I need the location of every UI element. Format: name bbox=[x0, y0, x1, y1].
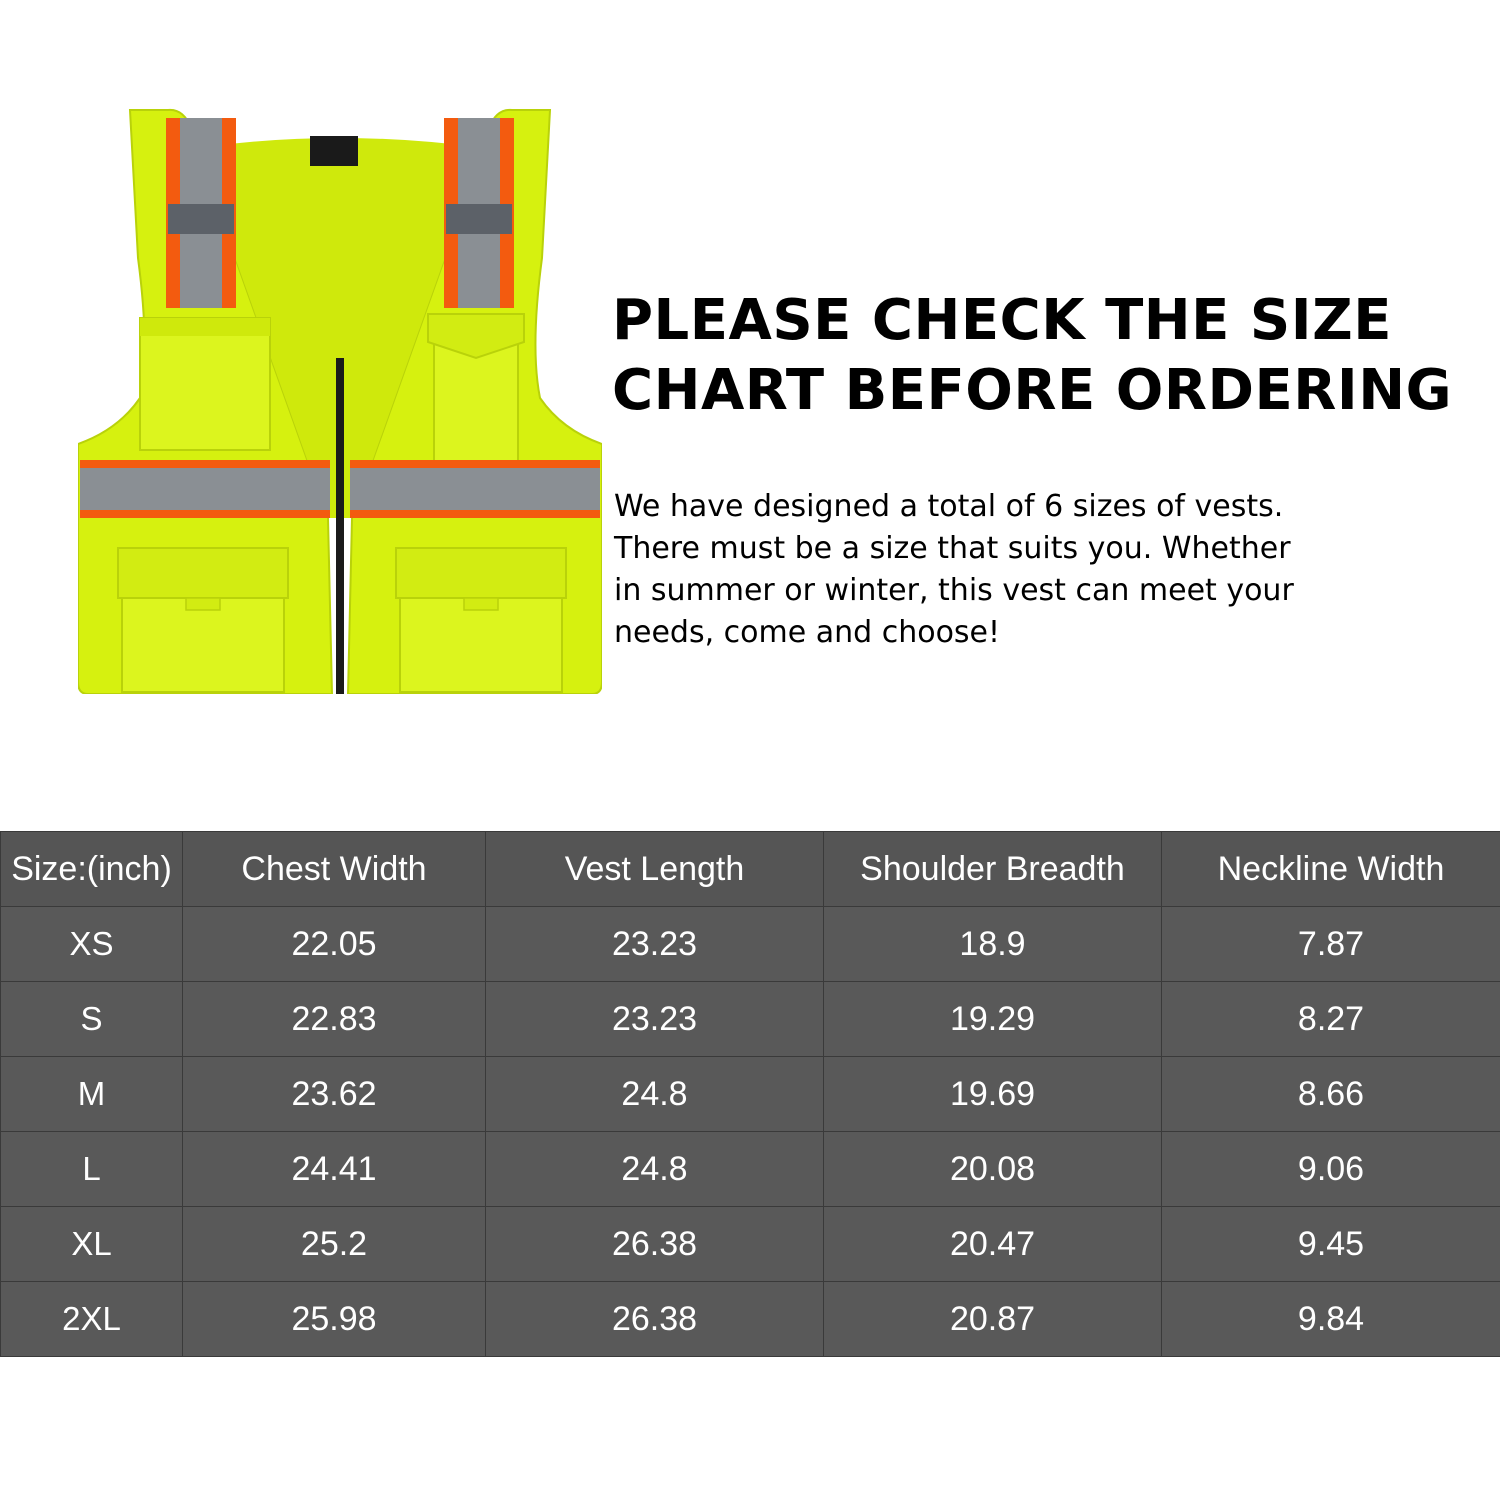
headline bbox=[612, 286, 1492, 426]
headline-line: PLEASE CHECK THE SIZE bbox=[612, 288, 1392, 353]
description-line: There must be a size that suits you. Whether bbox=[614, 531, 1291, 566]
cell-shoulder-breadth: 20.47 bbox=[824, 1207, 1162, 1282]
description-line: in summer or winter, this vest can meet your bbox=[614, 573, 1294, 608]
cell-neckline-width: 8.66 bbox=[1162, 1057, 1500, 1132]
cell-chest-width: 22.83 bbox=[183, 982, 486, 1057]
cell-size: L bbox=[1, 1132, 183, 1207]
vest-icon bbox=[78, 108, 602, 694]
table-header-row bbox=[1, 832, 1500, 907]
header-neckline-width: Neckline Width bbox=[1162, 832, 1500, 907]
header-vest-length: Vest Length bbox=[486, 832, 824, 907]
cell-chest-width: 25.2 bbox=[183, 1207, 486, 1282]
cell-shoulder-breadth: 19.69 bbox=[824, 1057, 1162, 1132]
table-row bbox=[1, 907, 1500, 982]
cell-size: M bbox=[1, 1057, 183, 1132]
cell-neckline-width: 9.06 bbox=[1162, 1132, 1500, 1207]
cell-shoulder-breadth: 20.08 bbox=[824, 1132, 1162, 1207]
cell-vest-length: 24.8 bbox=[486, 1057, 824, 1132]
table-row bbox=[1, 1282, 1500, 1357]
cell-neckline-width: 9.45 bbox=[1162, 1207, 1500, 1282]
description-line: We have designed a total of 6 sizes of vests. bbox=[614, 489, 1284, 524]
size-chart-table bbox=[0, 831, 1500, 1357]
cell-chest-width: 23.62 bbox=[183, 1057, 486, 1132]
cell-vest-length: 23.23 bbox=[486, 907, 824, 982]
header-shoulder-breadth: Shoulder Breadth bbox=[824, 832, 1162, 907]
headline-line: CHART BEFORE ORDERING bbox=[612, 358, 1453, 423]
cell-neckline-width: 7.87 bbox=[1162, 907, 1500, 982]
cell-shoulder-breadth: 19.29 bbox=[824, 982, 1162, 1057]
cell-neckline-width: 8.27 bbox=[1162, 982, 1500, 1057]
cell-vest-length: 23.23 bbox=[486, 982, 824, 1057]
cell-chest-width: 24.41 bbox=[183, 1132, 486, 1207]
cell-vest-length: 26.38 bbox=[486, 1282, 824, 1357]
description bbox=[614, 486, 1474, 654]
description-line: needs, come and choose! bbox=[614, 615, 1001, 650]
cell-size: XL bbox=[1, 1207, 183, 1282]
table-row bbox=[1, 1057, 1500, 1132]
cell-size: 2XL bbox=[1, 1282, 183, 1357]
cell-neckline-width: 9.84 bbox=[1162, 1282, 1500, 1357]
cell-chest-width: 25.98 bbox=[183, 1282, 486, 1357]
table-row bbox=[1, 1132, 1500, 1207]
cell-size: XS bbox=[1, 907, 183, 982]
header-size: Size:(inch) bbox=[1, 832, 183, 907]
cell-shoulder-breadth: 20.87 bbox=[824, 1282, 1162, 1357]
table-row bbox=[1, 1207, 1500, 1282]
cell-shoulder-breadth: 18.9 bbox=[824, 907, 1162, 982]
cell-vest-length: 26.38 bbox=[486, 1207, 824, 1282]
cell-vest-length: 24.8 bbox=[486, 1132, 824, 1207]
header-chest-width: Chest Width bbox=[183, 832, 486, 907]
cell-size: S bbox=[1, 982, 183, 1057]
table-row bbox=[1, 982, 1500, 1057]
cell-chest-width: 22.05 bbox=[183, 907, 486, 982]
